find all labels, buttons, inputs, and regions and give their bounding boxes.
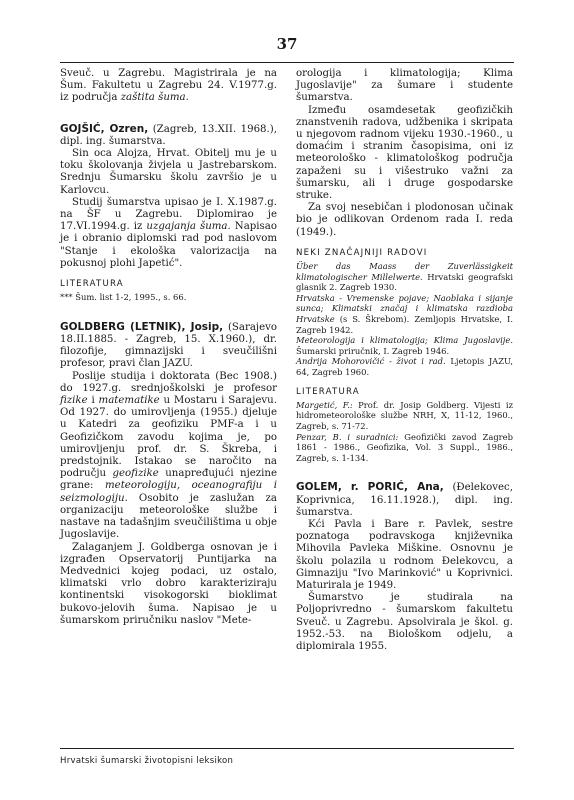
entry-name: GOLEM, r. PORIĆ, Ana,: [296, 481, 444, 494]
entry-paragraph: Za svoj nesebičan i plodonosan učinak bio je odlikovan Ordenom rada I. reda (1949.).: [296, 202, 513, 238]
entry-name: GOJŠIĆ, Ozren,: [60, 122, 149, 135]
works-item: Über das Maass der Zuverlässigkeit klimatologischer Millelwerte. Hrvatski geografski glasnik 2. Zagreb 1930.: [296, 261, 513, 293]
continuation-paragraph: Sveuč. u Zagrebu. Magistrirala je na Šum. Fakultetu u Zagrebu 24. V.1977.g. iz područja zaštita šuma.: [60, 68, 277, 104]
right-column: [296, 68, 513, 653]
literature-heading: LITERATURA: [296, 386, 360, 397]
entry-paragraph: Šumarstvo je studirala na Poljoprivredno - šumarskom fakultetu Sveuč. u Zagrebu. Apsolvirala je škol. g. 1952.-53. na Biološkom odjelu, a diplomirala 1955.: [296, 592, 513, 652]
entry-goldberg: GOLDBERG (LETNIK), Josip, (Sarajevo 18.II.1885. - Zagreb, 15. X.1960.), dr. filozofije, gimnazijski i sveučilišni profesor, pravi član JAZU.: [60, 320, 277, 370]
works-item: Andrija Mohorovičić - život i rad. Ljetopis JAZU, 64, Zagreb 1960.: [296, 356, 513, 377]
entry-paragraph: Između osamdesetak geofizičkih znanstvenih radova, udžbenika i skripata u njegovom radnom vijeku 1930.-1960., u domaćim i stranim časopisima, oni iz meteorološko - klimatološkog područja zapaženi su i višestruko važni za šumarsku, ali i druge gospodarske struke.: [296, 104, 513, 202]
works-item: Hrvatska - Vremenske pojave; Naoblaka i sijanje sunca; Klimatski značaj i klimatska razdioba Hrvatske (s S. Škrebom). Zemljopis Hrvatske, I. Zagreb 1942.: [296, 292, 513, 335]
entry-golem: GOLEM, r. PORIĆ, Ana, (Đelekovec, Koprivnica, 16.11.1928.), dipl. ing. šumarstva.: [296, 481, 513, 518]
literature-item: Margetić, F.: Prof. dr. Josip Goldberg. Vijesti iz hidrometeorološke službe NRH, X, 11-12, 1960., Zagreb, s. 71-72.: [296, 399, 513, 431]
footer-title: Hrvatski šumarski životopisni leksikon: [60, 756, 234, 766]
entry-paragraph: Studij šumarstva upisao je I. X.1987.g. na ŠF u Zagrebu. Diplomirao je 17.VI.1994.g. iz uzgajanja šuma. Napisao je i obranio diplomski rad pod naslovom "Stanje i ekološka valorizacija na pokusnoj plohi Japetić".: [60, 196, 277, 269]
works-item: Meteorologija i klimatologija; Klima Jugoslavije. Šumarski priručnik, I. Zagreb 1946.: [296, 335, 513, 356]
left-column: [60, 68, 277, 627]
footer-rule: [60, 748, 514, 749]
entry-name: GOLDBERG (LETNIK), Josip,: [60, 320, 224, 333]
header-rule: [60, 62, 514, 63]
literature-heading: LITERATURA: [60, 279, 124, 290]
literature-item: *** Šum. list 1-2, 1995., s. 66.: [60, 292, 187, 303]
continuation-paragraph: orologija i klimatologija; Klima Jugoslavije" za šumare i studente šumarstva.: [296, 68, 513, 104]
entry-paragraph: Sin oca Alojza, Hrvat. Obitelj mu je u toku školovanja živjela u Jastrebarskom. Srednju Šumarsku školu završio je u Karlovcu.: [60, 148, 277, 196]
entry-gojsic: GOJŠIĆ, Ozren, (Zagreb, 13.XII. 1968.), dipl. ing. šumarstva.: [60, 122, 277, 147]
works-heading: NEKI ZNAČAJNIJI RADOVI: [296, 247, 428, 258]
entry-paragraph: Poslije studija i doktorata (Bec 1908.) do 1927.g. srednjoškolski je profesor fizike i matematike u Mostaru i Sarajevu. Od 1927. do umirovljenja (1955.) djeluje u Katedri za geofiziku PMF-a i u Geofizičkom zavodu kojima je, po umirovljenju prof. dr. S. Škreba, i predstojnik. Istakao se naročito na području geofizike unapređujući njezine grane: meteorologiju, oceanografiju i seizmologiju. Osobito je zaslužan za organizaciju meteorološke službe i nastave na tadašnjim sveučilištima u obje Jugoslavije.: [60, 370, 277, 541]
page-number: 37: [276, 35, 298, 53]
entry-paragraph: Kći Pavla i Bare r. Pavlek, sestre poznatoga podravskoga književnika Mihovila Pavleka Miškine. Osnovnu je školu polazila u rodnom Đelekovcu, a Gimnaziju "Ivo Marinković" u Koprivnici. Maturirala je 1949.: [296, 518, 513, 591]
entry-paragraph: Zalaganjem J. Goldberga osnovan je i izgrađen Opservatorij Puntijarka na Medvednici kojeg podaci, uz ostalo, klimatski vrlo dobro karakteriziraju kontinentski visokogorski bioklimat bukovo-jelovih šuma. Napisao je u šumarskom priručniku naslov "Mete-: [60, 541, 277, 626]
literature-item: Penzar, B. i suradnici: Geofizički zavod Zagreb 1861 - 1986., Geofizika, Vol. 3 Suppl., 1986., Zagreb, s. 1-134.: [296, 431, 513, 463]
